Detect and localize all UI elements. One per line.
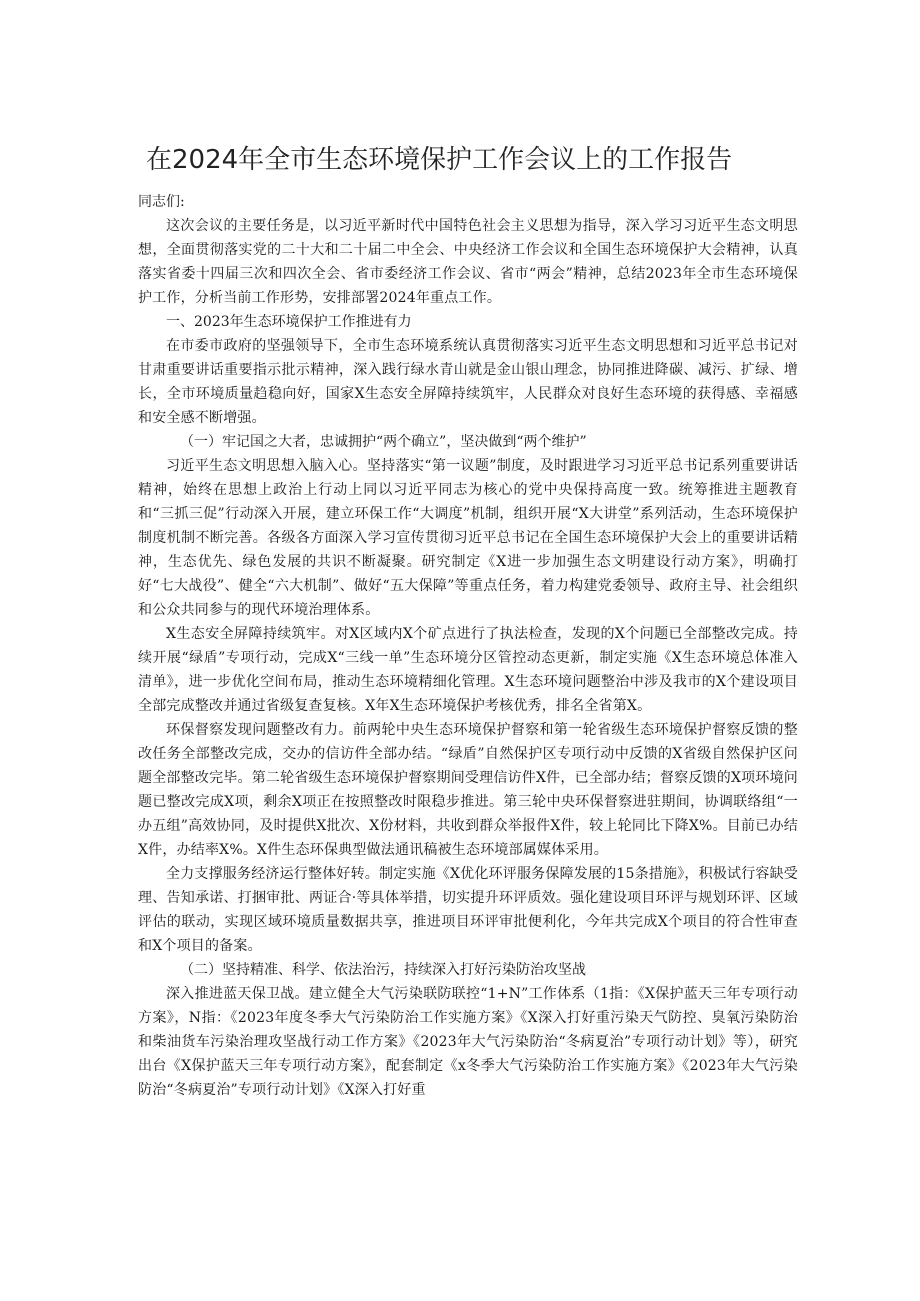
- sub1-paragraph-2: X生态安全屏障持续筑牢。对X区域内X个矿点进行了执法检查，发现的X个问题已全部整改完成。持续开展“绿盾”专项行动，完成X“三线一单”生态环境分区管控动态更新，制定实施《X生态环境总体准入清单》，进一步优化空间布局，推动生态环境精细化管理。X生态环境问题整治中涉及我市的X个建设项目全部完成整改并通过省级复查复核。X年X生态环境保护考核优秀，排名全省第X。: [138, 626, 798, 714]
- sub1-paragraph-1: 习近平生态文明思想入脑入心。坚持落实“第一议题”制度，及时跟进学习习近平总书记系列重要讲话精神，始终在思想上政治上行动上同以习近平同志为核心的党中央保持高度一致。统筹推进主题教育和“三抓三促”行动深入开展，建立环保工作“大调度”机制，组织开展“X大讲堂”系列活动，生态环境保护制度机制不断完善。各级各方面深入学习宣传贯彻习近平总书记在全国生态环境保护大会上的重要讲话精神，生态优先、绿色发展的共识不断凝聚。研究制定《X进一步加强生态文明建设行动方案》，明确打好“七大战役”、健全“六大机制”、做好“五大保障”等重点任务，着力构建党委领导、政府主导、社会组织和公众共同参与的现代环境治理体系。: [138, 458, 798, 618]
- intro-paragraph: 这次会议的主要任务是，以习近平新时代中国特色社会主义思想为指导，深入学习习近平生态文明思想，全面贯彻落实党的二十大和二十届二中全会、中央经济工作会议和全国生态环境保护大会精神，认真落实省委十四届三次和四次全会、省市委经济工作会议、省市“两会”精神，总结2023年全市生态环境保护工作，分析当前工作形势，安排部署2024年重点工作。: [138, 218, 798, 306]
- subsection-heading-2: （二）坚持精准、科学、依法治污，持续深入打好污染防治攻坚战: [180, 962, 586, 978]
- subsection-heading-1: （一）牢记国之大者，忠诚拥护“两个确立”，坚决做到“两个维护”: [180, 434, 587, 450]
- salutation: 同志们:: [138, 194, 185, 210]
- sub2-paragraph-1: 深入推进蓝天保卫战。建立健全大气污染联防联控“1+N”工作体系（1指：《X保护蓝天三年专项行动方案》，N指：《2023年度冬季大气污染防治工作实施方案》《X深入打好重污染天气防控、臭氧污染防治和柴油货车污染治理攻坚战行动工作方案》《2023年大气污染防治“冬病夏治”专项行动计划》等），研究出台《X保护蓝天三年专项行动方案》，配套制定《x冬季大气污染防治工作实施方案》《2023年大气污染防治“冬病夏治”专项行动计划》《X深入打好重: [138, 986, 798, 1098]
- sub1-paragraph-4: 全力支撑服务经济运行整体好转。制定实施《X优化环评服务保障发展的15条措施》，积极试行容缺受理、告知承诺、打捆审批、两证合·等具体举措，切实提升环评质效。强化建设项目环评与规划环评、区域评估的联动，实现区域环境质量数据共享，推进项目环评审批便利化，今年共完成X个项目的符合性审查和X个项目的备案。: [138, 866, 798, 954]
- document-title: 在2024年全市生态环境保护工作会议上的工作报告: [146, 145, 733, 175]
- section1-paragraph: 在市委市政府的坚强领导下，全市生态环境系统认真贯彻落实习近平生态文明思想和习近平总书记对甘肃重要讲话重要指示批示精神，深入践行绿水青山就是金山银山理念，协同推进降碳、减污、扩绿、增长，全市环境质量趋稳向好，国家X生态安全屏障持续筑牢，人民群众对良好生态环境的获得感、幸福感和安全感不断增强。: [138, 338, 798, 426]
- sub1-paragraph-3: 环保督察发现问题整改有力。前两轮中央生态环境保护督察和第一轮省级生态环境保护督察反馈的整改任务全部整改完成，交办的信访件全部办结。“绿盾”自然保护区专项行动中反馈的X省级自然保护区问题全部整改完毕。第二轮省级生态环境保护督察期间受理信访件X件，已全部办结；督察反馈的X项环境问题已整改完成X项，剩余X项正在按照整改时限稳步推进。第三轮中央环保督察进驻期间，协调联络组“一办五组”高效协同，及时提供X批次、X份材料，共收到群众举报件X件，较上轮同比下降X%。目前已办结X件，办结率X%。X件生态环保典型做法通讯稿被生态环境部属媒体采用。: [138, 722, 798, 858]
- document-page: [138, 140, 798, 1102]
- section-heading-1: 一、2023年生态环境保护工作推进有力: [166, 314, 412, 330]
